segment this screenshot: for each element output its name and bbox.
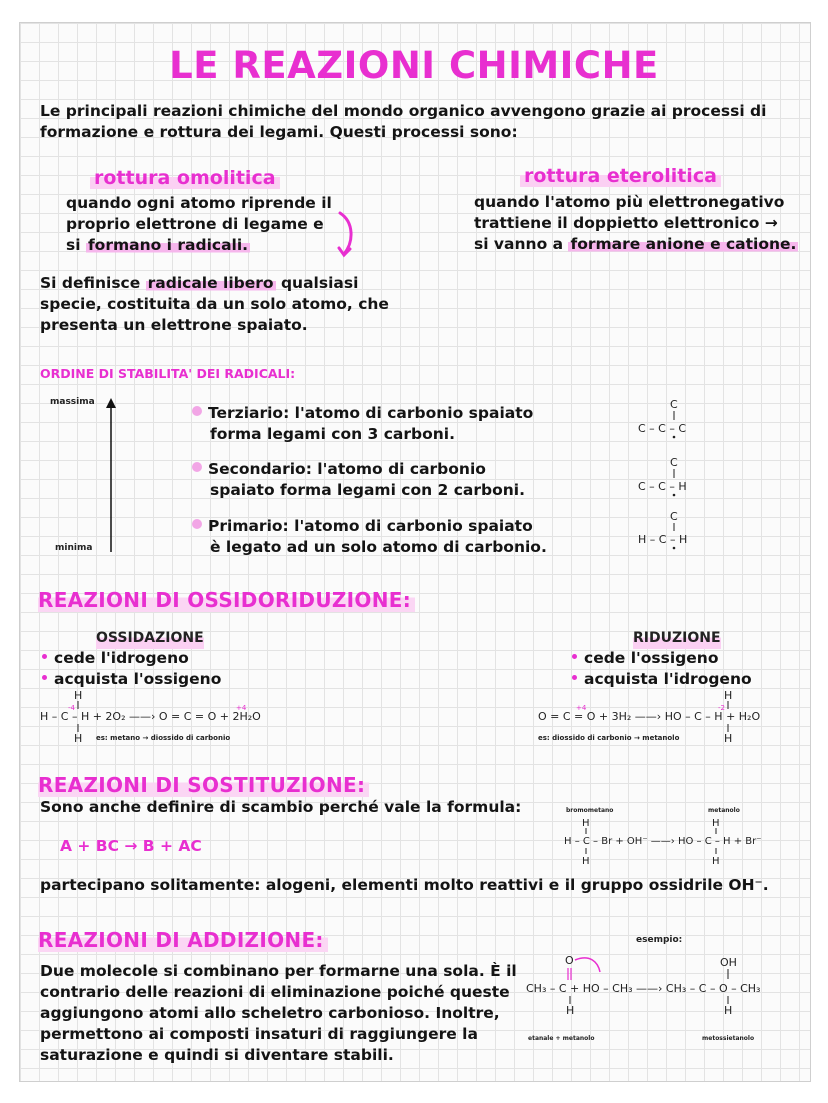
svg-text:es: metano → diossido di carbo: es: metano → diossido di carbonio bbox=[96, 734, 231, 742]
radical-item-secondary: Secondario: l'atomo di carbonio bbox=[192, 459, 486, 480]
bullet-dot-icon bbox=[42, 654, 47, 659]
omolitica-line-2: proprio elettrone di legame e bbox=[66, 215, 324, 233]
addizione-line-5: saturazione e quindi si diventare stabili. bbox=[40, 1046, 394, 1064]
svg-text:etanale + metanolo: etanale + metanolo bbox=[528, 1035, 595, 1042]
radical-structures-diagram bbox=[630, 396, 710, 556]
bullet-dot-icon bbox=[192, 519, 202, 529]
sostituzione-formula: A + BC → B + AC bbox=[60, 837, 202, 855]
max-label: massima bbox=[50, 397, 95, 407]
radicale-line-3: presenta un elettrone spaiato. bbox=[40, 316, 308, 334]
svg-text:bromometano: bromometano bbox=[566, 807, 614, 814]
curved-arrow-icon bbox=[336, 210, 358, 260]
sostituzione-line-2: partecipano solitamente: alogeni, elementi molto reattivi e il gruppo ossidrile OH⁻. bbox=[40, 876, 769, 894]
bullet-dot-icon bbox=[192, 406, 202, 416]
svg-text:H: H bbox=[724, 732, 733, 745]
svg-text:OH: OH bbox=[720, 956, 737, 969]
svg-text:es: diossido di carbonio → met: es: diossido di carbonio → metanolo bbox=[538, 734, 680, 742]
svg-text:H: H bbox=[724, 689, 733, 702]
riduzione-bullet-1: cede l'ossigeno bbox=[572, 648, 718, 669]
svg-text:+4: +4 bbox=[236, 704, 247, 712]
eterolitica-heading: rottura eterolitica bbox=[520, 165, 721, 187]
stabilita-heading: ORDINE DI STABILITA' DEI RADICALI: bbox=[40, 366, 296, 381]
intro-line-1: Le principali reazioni chimiche del mondo organico avvengono grazie ai processi di bbox=[40, 102, 767, 120]
bullet-dot-icon bbox=[42, 675, 47, 680]
eterolitica-line-3: si vanno a formare anione e catione. bbox=[474, 235, 797, 253]
svg-text:C: C bbox=[670, 398, 678, 411]
svg-text:CH₃ – C + HO – CH₃ ——› CH₃ –: CH₃ – C + HO – CH₃ ——› CH₃ – C – O – CH₃ bbox=[526, 982, 761, 995]
radical-item-primary: Primario: l'atomo di carbonio spaiato bbox=[192, 516, 533, 537]
svg-text:C – C – C: C – C – C bbox=[638, 422, 687, 435]
omolitica-line-3: si formano i radicali. bbox=[66, 236, 249, 254]
stability-arrow-icon bbox=[104, 396, 118, 554]
riduzione-equation bbox=[536, 688, 808, 746]
svg-text:+4: +4 bbox=[576, 704, 587, 712]
ossidazione-bullet-2: acquista l'ossigeno bbox=[42, 669, 221, 690]
svg-text:metossietanolo: metossietanolo bbox=[702, 1035, 755, 1042]
omolitica-line-1: quando ogni atomo riprende il bbox=[66, 194, 332, 212]
min-label: minima bbox=[55, 543, 93, 553]
addizione-example-label: esempio: bbox=[636, 935, 683, 945]
bullet-dot-icon bbox=[192, 462, 202, 472]
svg-text:H: H bbox=[74, 689, 83, 702]
svg-text:H – C – H + 2O₂ ——› O = C: H – C – H + 2O₂ ——› O = C = O + 2H₂O bbox=[40, 710, 261, 723]
intro-line-2: formazione e rottura dei legami. Questi processi sono: bbox=[40, 123, 518, 141]
riduzione-heading: RIDUZIONE bbox=[633, 628, 721, 649]
bullet-dot-icon bbox=[572, 675, 577, 680]
addizione-line-4: permettono ai composti insaturi di raggiungere la bbox=[40, 1025, 478, 1043]
eterolitica-line-1: quando l'atomo più elettronegativo bbox=[474, 193, 785, 211]
eterolitica-line-2: trattiene il doppietto elettronico → bbox=[474, 214, 778, 232]
addizione-equation bbox=[520, 950, 804, 1046]
svg-text:C: C bbox=[670, 456, 678, 469]
ossidazione-heading: OSSIDAZIONE bbox=[96, 628, 204, 649]
radical-item-tertiary-line2: forma legami con 3 carboni. bbox=[210, 425, 456, 443]
omolitica-heading: rottura omolitica bbox=[90, 167, 280, 189]
svg-text:H: H bbox=[712, 856, 720, 867]
svg-text:H – C – H: H – C – H bbox=[638, 533, 688, 546]
sostituzione-equation bbox=[560, 804, 792, 870]
radical-item-primary-line2: è legato ad un solo atomo di carbonio. bbox=[210, 538, 547, 556]
svg-text:H: H bbox=[566, 1004, 575, 1017]
addizione-heading: REAZIONI DI ADDIZIONE: bbox=[38, 928, 328, 952]
svg-text:C – C – H: C – C – H bbox=[638, 480, 687, 493]
page-title: LE REAZIONI CHIMICHE bbox=[169, 44, 659, 87]
svg-text:H – C – Br + OH⁻ ——› HO –: H – C – Br + OH⁻ ——› HO – C – H + Br⁻ bbox=[564, 836, 762, 847]
riduzione-bullet-2: acquista l'idrogeno bbox=[572, 669, 752, 690]
bullet-dot-icon bbox=[572, 654, 577, 659]
addizione-line-3: aggiungono atomi allo scheletro carbonioso. Inoltre, bbox=[40, 1004, 500, 1022]
ossidazione-bullet-1: cede l'idrogeno bbox=[42, 648, 189, 669]
radicale-line-1: Si definisce radicale libero qualsiasi bbox=[40, 274, 359, 292]
ossidazione-equation bbox=[38, 688, 358, 746]
svg-text:H: H bbox=[712, 818, 720, 829]
addizione-line-2: contrario delle reazioni di eliminazione poiché queste bbox=[40, 983, 510, 1001]
addizione-line-1: Due molecole si combinano per formarne una sola. È il bbox=[40, 962, 517, 980]
radical-item-tertiary: Terziario: l'atomo di carbonio spaiato bbox=[192, 403, 533, 424]
svg-text:H: H bbox=[582, 856, 590, 867]
svg-text:metanolo: metanolo bbox=[708, 807, 740, 814]
svg-text:H: H bbox=[724, 1004, 733, 1017]
ossidoriduzione-heading: REAZIONI DI OSSIDORIDUZIONE: bbox=[38, 588, 415, 612]
svg-text:O = C = O + 3H₂ ——› HO – C –: O = C = O + 3H₂ ——› HO – C – H + H₂O bbox=[538, 710, 761, 723]
radical-item-secondary-line2: spaiato forma legami con 2 carboni. bbox=[210, 481, 526, 499]
svg-text:C: C bbox=[670, 510, 678, 523]
svg-text:O: O bbox=[565, 954, 574, 967]
sostituzione-heading: REAZIONI DI SOSTITUZIONE: bbox=[38, 773, 369, 797]
sostituzione-line-1: Sono anche definire di scambio perché vale la formula: bbox=[40, 798, 522, 816]
svg-text:H: H bbox=[74, 732, 83, 745]
radicale-line-2: specie, costituita da un solo atomo, che bbox=[40, 295, 389, 313]
svg-text:-4: -4 bbox=[68, 704, 75, 712]
svg-text:H: H bbox=[582, 818, 590, 829]
svg-text:-2: -2 bbox=[718, 704, 725, 712]
